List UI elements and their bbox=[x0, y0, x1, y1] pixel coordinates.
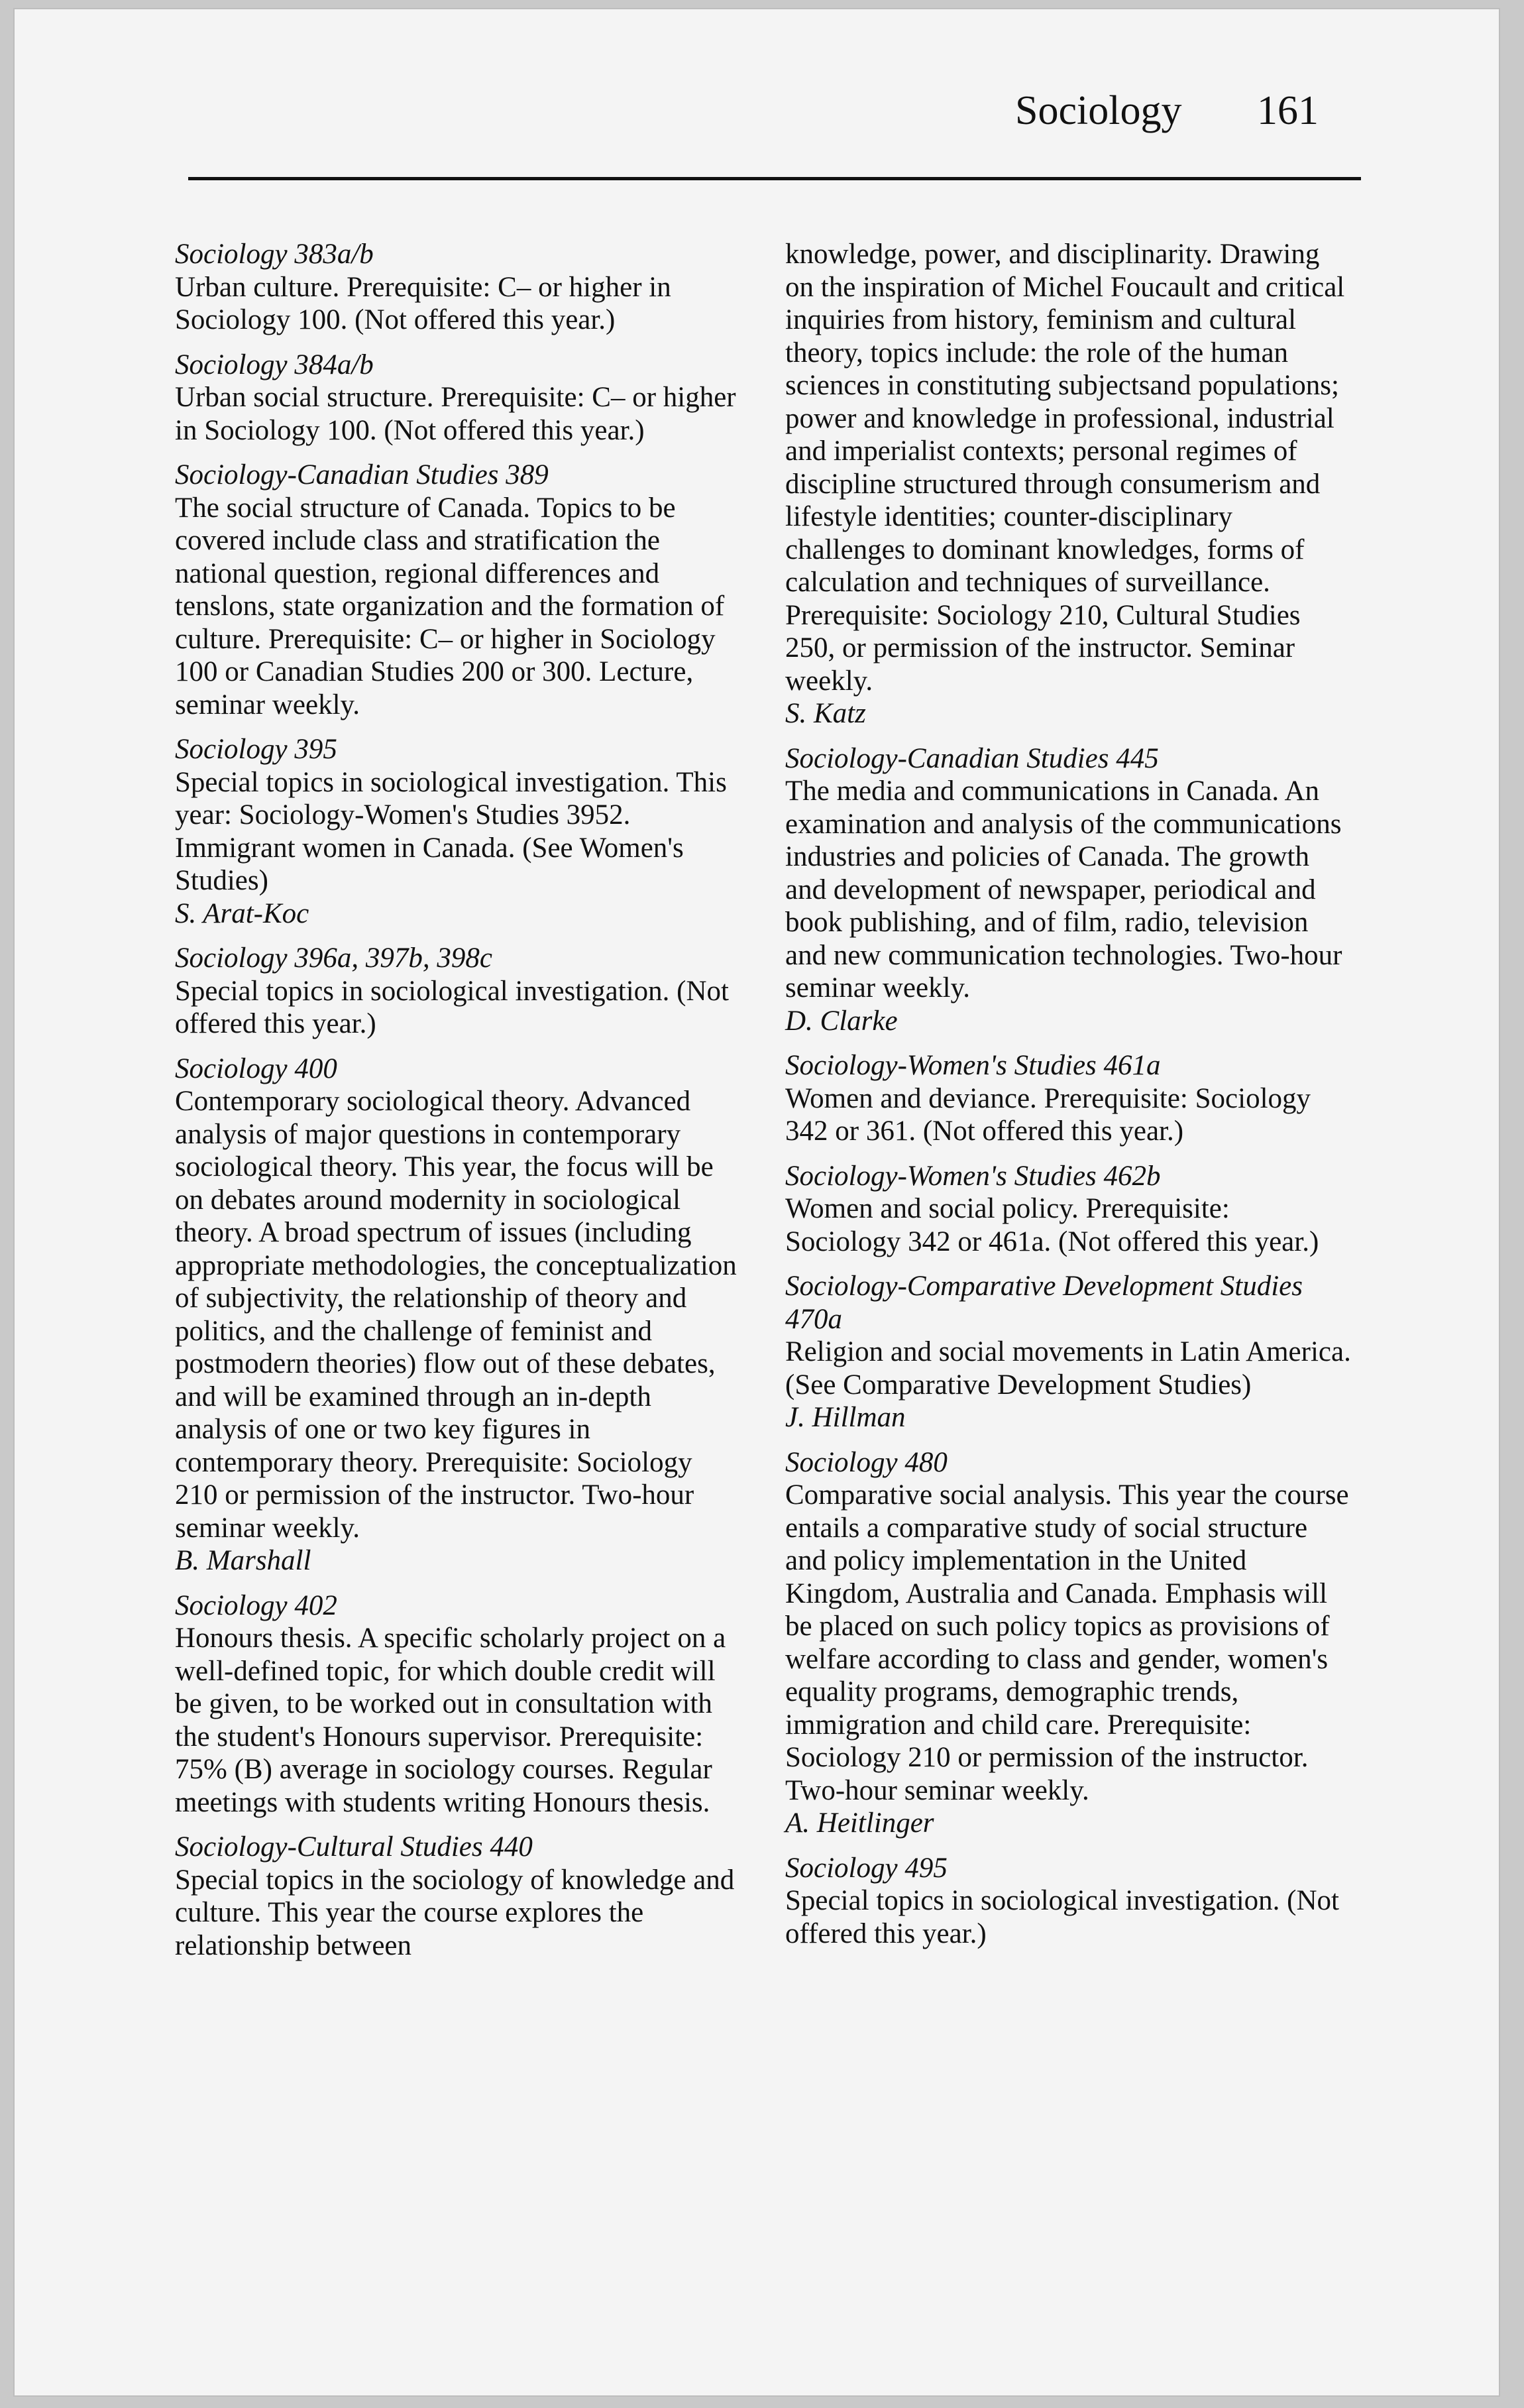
course-title: Sociology 402 bbox=[175, 1589, 337, 1621]
course-instructor: D. Clarke bbox=[785, 1005, 898, 1037]
course-title: Sociology-Cultural Studies 440 bbox=[175, 1831, 533, 1863]
right-column bbox=[785, 238, 1352, 1962]
course-description: Special topics in sociological investigation. This year: Sociology-Women's Studies 3952. Immigrant women in Canada. (See Women's Studies) bbox=[175, 766, 727, 896]
course-entry bbox=[785, 1049, 1352, 1148]
course-description: Special topics in sociological investigation. (Not offered this year.) bbox=[785, 1885, 1339, 1949]
course-entry bbox=[175, 1589, 738, 1819]
course-description: Comparative social analysis. This year the course entails a comparative study of social structure and policy implementation in the United Kingdom, Australia and Canada. Emphasis will be placed on such policy topics as provisions of welfare according to class and gender, women's equality programs, demographic trends, immigration and child care. Prerequisite: Sociology 210 or permission of the instructor. Two-hour seminar weekly. bbox=[785, 1479, 1349, 1806]
course-entry bbox=[785, 1270, 1352, 1434]
page-number: 161 bbox=[1257, 88, 1319, 133]
course-entry bbox=[175, 733, 738, 930]
course-description: Women and social policy. Prerequisite: Sociology 342 or 461a. (Not offered this year.) bbox=[785, 1193, 1319, 1257]
course-description: The media and communications in Canada. An examination and analysis of the communications industries and policies of Canada. The growth and development of newspaper, periodical and book publishing, and of film, radio, television and new communication technologies. Two-hour seminar weekly. bbox=[785, 775, 1342, 1003]
course-title: Sociology-Women's Studies 461a bbox=[785, 1050, 1161, 1081]
course-entry bbox=[785, 1160, 1352, 1259]
course-entry bbox=[175, 238, 738, 337]
course-description: Special topics in the sociology of knowledge and culture. This year the course explores the relationship between bbox=[175, 1864, 735, 1961]
course-description: Urban social structure. Prerequisite: C– or higher in Sociology 100. (Not offered this year.) bbox=[175, 382, 736, 446]
course-title: Sociology 396a, 397b, 398c bbox=[175, 943, 492, 974]
course-description: Special topics in sociological investigation. (Not offered this year.) bbox=[175, 975, 729, 1039]
course-title: Sociology-Women's Studies 462b bbox=[785, 1160, 1161, 1192]
catalog-page bbox=[15, 9, 1499, 2395]
course-instructor: S. Katz bbox=[785, 698, 866, 729]
course-description: Women and deviance. Prerequisite: Sociology 342 or 361. (Not offered this year.) bbox=[785, 1082, 1311, 1147]
course-description: The social structure of Canada. Topics to be covered include class and stratification the national question, regional differences and tenslons, state organization and the formation of culture. Prerequisite: C– or higher in Sociology 100 or Canadian Studies 200 or 300. Lecture, seminar weekly. bbox=[175, 492, 725, 720]
section-title: Sociology bbox=[1015, 88, 1182, 133]
course-entry-continued bbox=[785, 238, 1352, 730]
course-title: Sociology-Comparative Development Studies 470a bbox=[785, 1271, 1303, 1335]
course-instructor: S. Arat-Koc bbox=[175, 897, 309, 929]
course-title: Sociology 400 bbox=[175, 1053, 337, 1084]
course-entry bbox=[785, 1446, 1352, 1840]
course-title: Sociology-Canadian Studies 445 bbox=[785, 742, 1159, 774]
course-description: Honours thesis. A specific scholarly project on a well-defined topic, for which double credit will be given, to be worked out in consultation with the student's Honours supervisor. Prerequisite: 75% (B) average in sociology courses. Regular meetings with students writing Honours thesis. bbox=[175, 1623, 726, 1818]
course-entry bbox=[785, 1852, 1352, 1951]
course-instructor: A. Heitlinger bbox=[785, 1807, 934, 1839]
course-instructor: B. Marshall bbox=[175, 1545, 311, 1576]
course-title: Sociology-Canadian Studies 389 bbox=[175, 459, 549, 490]
course-title: Sociology 480 bbox=[785, 1446, 948, 1478]
course-title: Sociology 395 bbox=[175, 734, 337, 765]
course-entry bbox=[175, 1053, 738, 1577]
course-title: Sociology 495 bbox=[785, 1852, 948, 1884]
course-description: Contemporary sociological theory. Advanced analysis of major questions in contemporary sociological theory. This year, the focus will be on debates around modernity in sociological theory. A broad spectrum of issues (including appropriate methodologies, the conceptualization of subjectivity, the relationship of theory and politics, and the challenge of feminist and postmodern theories) flow out of these debates, and will be examined through an in-depth analysis of one or two key figures in contemporary theory. Prerequisite: Sociology 210 or permission of the instructor. Two-hour seminar weekly. bbox=[175, 1086, 737, 1544]
course-title: Sociology 384a/b bbox=[175, 349, 374, 380]
course-title: Sociology 383a/b bbox=[175, 239, 374, 270]
header-rule bbox=[188, 177, 1361, 180]
course-entry bbox=[175, 459, 738, 721]
course-description: Urban culture. Prerequisite: C– or higher in Sociology 100. (Not offered this year.) bbox=[175, 271, 671, 335]
course-entry bbox=[175, 349, 738, 447]
page-header bbox=[1015, 87, 1319, 135]
left-column bbox=[175, 238, 738, 1974]
course-entry bbox=[785, 742, 1352, 1038]
course-entry bbox=[175, 1831, 738, 1962]
course-entry bbox=[175, 942, 738, 1041]
course-description: Religion and social movements in Latin America. (See Comparative Development Studies) bbox=[785, 1336, 1351, 1401]
course-description: knowledge, power, and disciplinarity. Drawing on the inspiration of Michel Foucault and critical inquiries from history, feminism and cultural theory, topics include: the role of the human sciences in constituting subjectsand populations; power and knowledge in professional, industrial and imperialist contexts; personal regimes of discipline structured through consumerism and lifestyle identities; counter-disciplinary challenges to dominant knowledges, forms of calculation and techniques of surveillance. Prerequisite: Sociology 210, Cultural Studies 250, or permission of the instructor. Seminar weekly. bbox=[785, 239, 1345, 697]
course-instructor: J. Hillman bbox=[785, 1402, 906, 1433]
